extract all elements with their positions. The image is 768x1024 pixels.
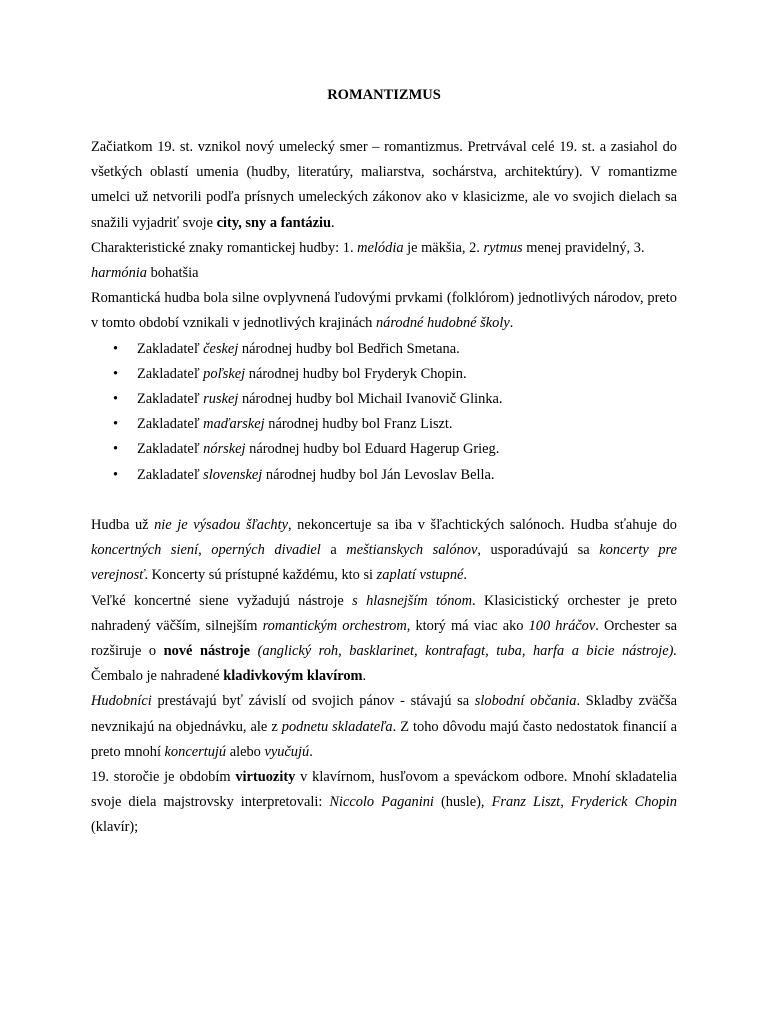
paragraph-folk-influence: Romantická hudba bola silne ovplyvnená ľudovými prvkami (folklórom) jednotlivých národov, preto v tomto období vznikali v jednotlivých krajinách národné hudobné školy. [91, 290, 677, 332]
page-title: ROMANTIZMUS [327, 87, 441, 103]
paragraph-musicians: Hudobníci prestávajú byť závislí od svojich pánov - stávajú sa slobodní občania. Skladby zväčša nevznikajú na objednávku, ale z podnetu skladateľa. Z toho dôvodu majú často nedostatok financií a preto mnohí koncertujú alebo vyučujú. [91, 693, 677, 760]
list-item: • Zakladateľ českej národnej hudby bol Bedřich Smetana. [91, 337, 677, 362]
list-item: • Zakladateľ maďarskej národnej hudby bol Franz Liszt. [91, 412, 677, 437]
document-body [91, 135, 677, 841]
paragraph-gap [91, 488, 677, 513]
paragraph-intro: Začiatkom 19. st. vznikol nový umelecký smer – romantizmus. Pretrvával celé 19. st. a zasiahol do všetkých oblastí umenia (hudby, literatúry, maliarstva, sochárstva, architektúry). V romantizme umelci už netvorili podľa prísnych umeleckých zákonov ako v klasicizme, ale vo svojich dielach sa snažili vyjadriť svoje city, sny a fantáziu. [91, 139, 677, 231]
paragraph-virtuosity: 19. storočie je obdobím virtuozity v klavírnom, husľovom a speváckom odbore. Mnohí skladatelia svoje diela majstrovsky interpretovali: Niccolo Paganini (husle), Franz Liszt, Fryderick Chopin (klavír); [91, 769, 677, 836]
list-item: • Zakladateľ ruskej národnej hudby bol Michail Ivanovič Glinka. [91, 387, 677, 412]
paragraph-characteristics: Charakteristické znaky romantickej hudby: 1. melódia je mäkšia, 2. rytmus menej pravidelný, 3. harmónia bohatšia [91, 239, 645, 282]
paragraph-orchestra: Veľké koncertné siene vyžadujú nástroje s hlasnejším tónom. Klasicistický orchester je preto nahradený väčším, silnejším romantickým orchestrom, ktorý má viac ako 100 hráčov. Orchester sa rozširuje o nové nástroje (anglický roh, basklarinet, kontrafagt, tuba, harfa a bicie nástroje). Čembalo je nahradené kladivkovým klavírom. [91, 592, 677, 685]
paragraph-concerts: Hudba už nie je výsadou šľachty, nekoncertuje sa iba v šľachtických salónoch. Hudba sťahuje do koncertných siení, operných divadiel a meštianskych salónov, usporadúvajú sa koncerty pre verejnosť. Koncerty sú prístupné každému, kto si zaplatí vstupné. [91, 517, 677, 584]
list-item: • Zakladateľ nórskej národnej hudby bol Eduard Hagerup Grieg. [91, 437, 677, 462]
national-schools-list [91, 337, 677, 488]
list-item: • Zakladateľ slovenskej národnej hudby bol Ján Levoslav Bella. [91, 463, 677, 488]
list-item: • Zakladateľ poľskej národnej hudby bol Fryderyk Chopin. [91, 362, 677, 387]
